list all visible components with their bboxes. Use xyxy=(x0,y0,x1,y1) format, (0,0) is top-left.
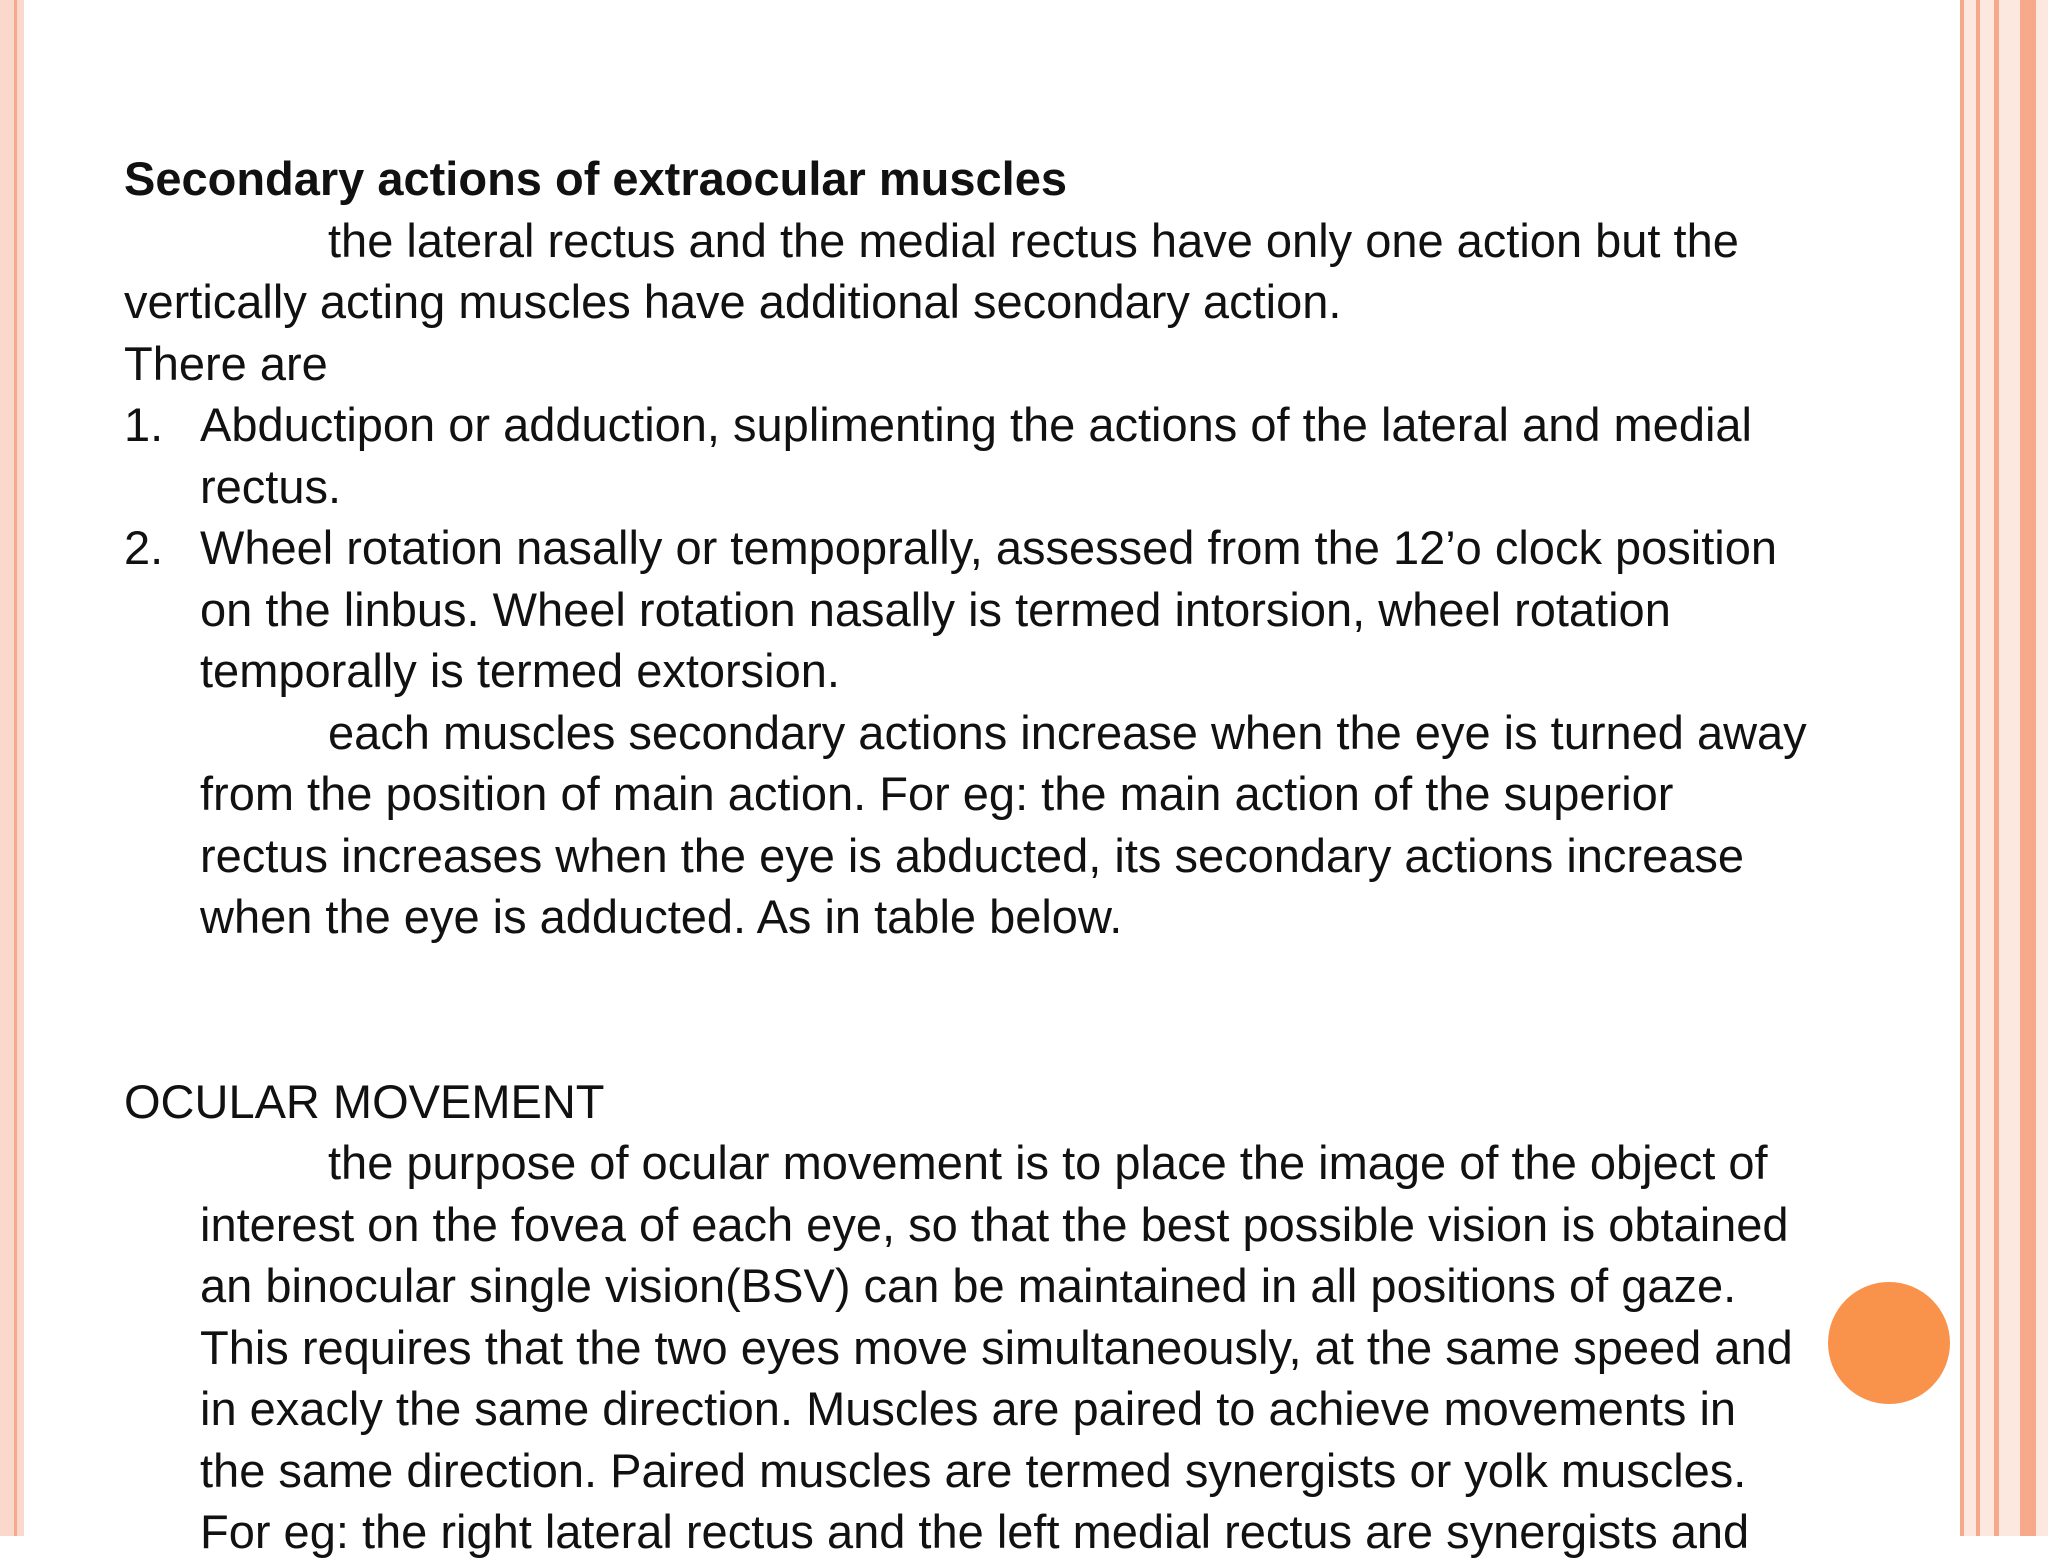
intro-line-1: the lateral rectus and the medial rectus have only one action but the xyxy=(328,213,1739,267)
there-are-text: There are xyxy=(124,336,328,390)
pointer-highlight-circle xyxy=(1828,1282,1950,1404)
paragraph-line: the purpose of ocular movement is to place the image of the object of xyxy=(328,1136,1768,1189)
list-item-number: 2. xyxy=(124,521,164,574)
list-item xyxy=(124,394,1954,517)
secondary-actions-paragraph xyxy=(124,702,1954,948)
paragraph-line: from the position of main action. For eg: the main action of the superior xyxy=(200,767,1674,820)
paragraph-line: rectus increases when the eye is abducted, its secondary actions increase xyxy=(200,828,1745,882)
list-item-number: 1. xyxy=(124,398,164,451)
right-border-line-4 xyxy=(2020,0,2036,1536)
section-heading-secondary-actions: Secondary actions of extraocular muscles xyxy=(124,152,1067,205)
intro-line-2: vertically acting muscles have additional secondary action. xyxy=(124,275,1342,328)
paragraph-line: interest on the fovea of each eye, so that the best possible vision is obtained xyxy=(200,1197,1789,1251)
paragraph-line: an binocular single vision(BSV) can be maintained in all positions of gaze. xyxy=(200,1259,1737,1312)
list-item-line: on the linbus. Wheel rotation nasally is termed intorsion, wheel rotation xyxy=(200,582,1671,636)
left-border-line xyxy=(14,0,17,1536)
paragraph-line: each muscles secondary actions increase when the eye is turned away xyxy=(328,705,1807,759)
ocular-movement-paragraph xyxy=(124,1132,1954,1563)
list-item xyxy=(124,517,1954,702)
paragraph-line: For eg: the right lateral rectus and the left medial rectus are synergists and xyxy=(200,1505,1750,1558)
slide-left-border xyxy=(0,0,24,1536)
section-spacer xyxy=(124,948,1954,1071)
right-border-line-1 xyxy=(1960,0,1964,1536)
right-border-line-3 xyxy=(1994,0,1999,1536)
paragraph-line: the same direction. Paired muscles are termed synergists or yolk muscles. xyxy=(200,1443,1747,1497)
list-item-line: temporally is termed extorsion. xyxy=(200,644,840,697)
list-item-line: rectus. xyxy=(200,459,342,513)
list-item-line: Abductipon or adduction, suplimenting the actions of the lateral and medial xyxy=(200,398,1752,451)
slide-right-border xyxy=(1960,0,2048,1536)
paragraph-line: in exacly the same direction. Muscles are paired to achieve movements in xyxy=(200,1382,1737,1435)
paragraph-line: This requires that the two eyes move simultaneously, at the same speed and xyxy=(200,1320,1793,1374)
paragraph-line: when the eye is adducted. As in table below. xyxy=(200,890,1123,943)
section-heading-ocular-movement: OCULAR MOVEMENT xyxy=(124,1074,605,1128)
right-border-line-2 xyxy=(1976,0,1980,1536)
list-item-line: Wheel rotation nasally or tempoprally, assessed from the 12’o clock position xyxy=(200,521,1778,574)
slide-body xyxy=(124,148,1954,1563)
